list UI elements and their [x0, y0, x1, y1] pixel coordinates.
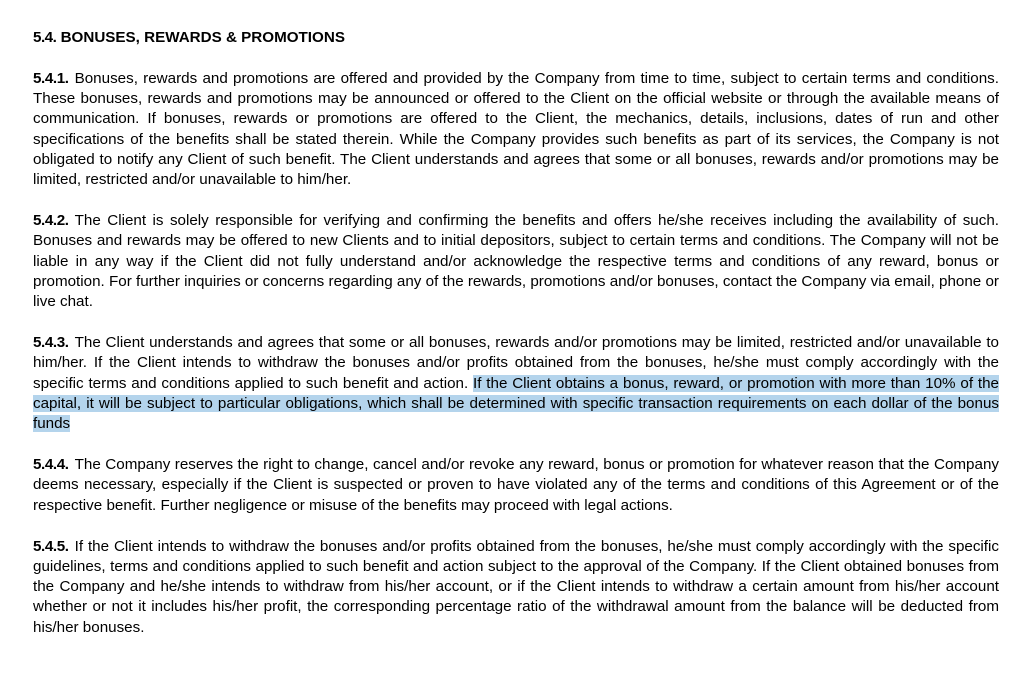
- clause-number: 5.4.3.: [33, 334, 69, 352]
- clause-text[interactable]: If the Client intends to withdraw the bonuses and/or profits obtained from the bonuses, he/she must comply accordingly with the specific guidelines, terms and conditions applied to such benefit and action subject to the approval of the Company. If the Client obtained bonuses from the Company and he/she intends to withdraw from his/her account, or if the Client intends to withdraw a certain amount from his/her account whether or not it includes his/her profit, the corresponding percentage ratio of the withdrawal amount from the balance will be deducted from his/her bonuses.: [33, 537, 999, 636]
- section-number: 5.4.: [33, 29, 57, 46]
- selected-text-highlight[interactable]: If the Client obtains a bonus, reward, or promotion with more than 10% of the capital, it will be subject to particular obligations, which shall be determined with specific transaction requirements on each dollar of the bonus funds: [33, 374, 999, 433]
- document-page: [33, 27, 999, 659]
- clause-number: 5.4.4.: [33, 456, 69, 474]
- clause-number: 5.4.5.: [33, 537, 69, 555]
- section-heading: [33, 27, 999, 49]
- clause-5-4-2[interactable]: [33, 211, 999, 312]
- clause-5-4-5[interactable]: [33, 537, 999, 638]
- clause-number: 5.4.1.: [33, 70, 69, 87]
- clause-5-4-4[interactable]: [33, 455, 999, 516]
- clause-text[interactable]: Bonuses, rewards and promotions are offered and provided by the Company from time to time, subject to certain terms and conditions. These bonuses, rewards and promotions may be announced or offered to the Client on the official website or through the available means of communication. If bonuses, rewards or promotions are offered to the Client, the mechanics, details, inclusions, dates of run and other specifications of the benefits shall be stated therein. While the Company provides such benefits as part of its services, the Company is not obligated to notify any Client of such benefit. The Client understands and agrees that some or all bonuses, rewards and/or promotions may be limited, restricted and/or unavailable to him/her.: [33, 70, 999, 189]
- clause-text[interactable]: The Client understands and agrees that some or all bonuses, rewards and/or promotions may be limited, restricted and/or unavailable to him/her. If the Client intends to withdraw the bonuses and/or profits obtained from the bonuses, he/she must comply accordingly with the specific terms and conditions applied to such benefit and action.: [33, 334, 999, 392]
- clause-5-4-3[interactable]: [33, 333, 999, 434]
- clause-5-4-1[interactable]: [33, 69, 999, 190]
- section-title: BONUSES, REWARDS & PROMOTIONS: [60, 29, 345, 46]
- clause-text[interactable]: The Company reserves the right to change, cancel and/or revoke any reward, bonus or promotion for whatever reason that the Company deems necessary, especially if the Client is suspected or proven to have violated any of the terms and conditions of this Agreement or of the respective benefit. Further negligence or misuse of the benefits may proceed with legal actions.: [33, 456, 999, 514]
- clause-number: 5.4.2.: [33, 212, 69, 230]
- clause-text[interactable]: The Client is solely responsible for verifying and confirming the benefits and offers he/she receives including the availability of such. Bonuses and rewards may be offered to new Clients and to initial depositors, subject to certain terms and conditions. The Company will not be liable in any way if the Client did not fully understand and/or acknowledge the respective terms and conditions of any reward, bonus or promotion. For further inquiries or concerns regarding any of the rewards, promotions and/or bonuses, contact the Company via email, phone or live chat.: [33, 212, 999, 311]
